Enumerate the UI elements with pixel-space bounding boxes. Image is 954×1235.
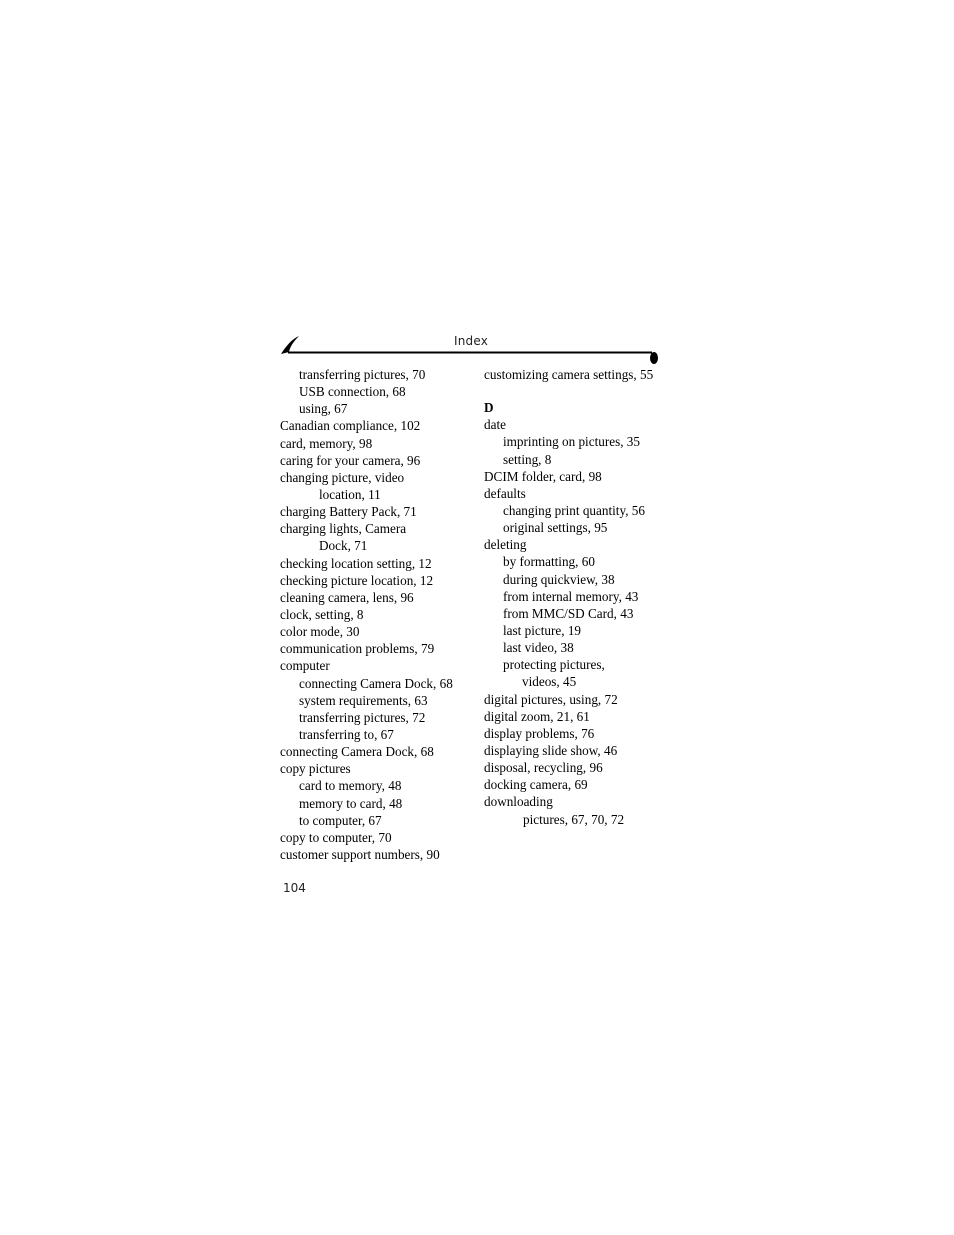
index-entry: from internal memory, 43	[503, 588, 639, 604]
index-entry: digital pictures, using, 72	[484, 691, 618, 707]
index-entry: caring for your camera, 96	[280, 452, 421, 468]
index-entry: changing picture, video	[280, 469, 405, 485]
index-entry: videos, 45	[522, 674, 577, 690]
index-entry: customizing camera settings, 55	[484, 367, 654, 382]
index-entry: checking picture location, 12	[280, 572, 434, 588]
index-entry: charging lights, Camera	[280, 521, 407, 537]
index-entry: imprinting on pictures, 35	[503, 434, 640, 450]
section-gap	[484, 383, 674, 399]
index-entry: USB connection, 68	[299, 384, 406, 400]
index-entry: by formatting, 60	[503, 554, 595, 570]
index-entry: computer	[280, 658, 330, 674]
header-rule-right-dot	[650, 352, 658, 364]
index-entry: customer support numbers, 90	[280, 846, 440, 862]
index-entry: downloading	[484, 794, 553, 810]
index-column-left	[280, 366, 470, 863]
index-entry: changing print quantity, 56	[503, 502, 645, 518]
index-entry: checking location setting, 12	[280, 555, 432, 571]
index-entry: card to memory, 48	[299, 778, 402, 794]
index-entry: clock, setting, 8	[280, 606, 364, 622]
index-entry: deleting	[484, 537, 527, 553]
index-entry: from MMC/SD Card, 43	[503, 605, 634, 621]
index-entry: during quickview, 38	[503, 571, 615, 587]
index-entry: card, memory, 98	[280, 435, 373, 451]
index-entry: DCIM folder, card, 98	[484, 468, 602, 484]
index-entry: defaults	[484, 485, 526, 501]
index-letter-heading: D	[484, 400, 494, 416]
index-entry: displaying slide show, 46	[484, 742, 618, 758]
index-entry: Dock, 71	[319, 538, 368, 554]
index-entry: connecting Camera Dock, 68	[280, 744, 434, 760]
running-header-title: Index	[454, 334, 489, 348]
index-entry: transferring pictures, 70	[299, 367, 426, 382]
index-entry: docking camera, 69	[484, 777, 588, 793]
index-entry: original settings, 95	[503, 520, 608, 536]
index-column-right	[484, 366, 674, 828]
header-rule-left-swoosh	[281, 336, 299, 354]
index-entry: copy pictures	[280, 761, 351, 777]
index-entry: communication problems, 79	[280, 641, 435, 657]
index-entry: display problems, 76	[484, 725, 595, 741]
index-entry: pictures, 67, 70, 72	[523, 811, 625, 827]
index-entry: using, 67	[299, 401, 348, 417]
index-entry: setting, 8	[503, 451, 552, 467]
index-entry: Canadian compliance, 102	[280, 418, 421, 434]
index-entry: to computer, 67	[299, 812, 382, 828]
index-entry: copy to computer, 70	[280, 829, 392, 845]
index-entry: location, 11	[319, 486, 381, 502]
index-entry: memory to card, 48	[299, 795, 403, 811]
index-entry: last picture, 19	[503, 622, 582, 638]
index-entry: charging Battery Pack, 71	[280, 504, 417, 520]
index-entry: system requirements, 63	[299, 692, 428, 708]
index-entry: cleaning camera, lens, 96	[280, 589, 414, 605]
index-entry: disposal, recycling, 96	[484, 760, 603, 776]
page-number: 104	[283, 881, 306, 895]
index-entry: connecting Camera Dock, 68	[299, 675, 453, 691]
index-entry: date	[484, 417, 506, 433]
index-entry: digital zoom, 21, 61	[484, 708, 590, 724]
index-entry: last video, 38	[503, 640, 574, 656]
index-entry: transferring to, 67	[299, 726, 394, 742]
header-rule	[280, 334, 660, 366]
index-entry: color mode, 30	[280, 624, 360, 640]
index-entry: transferring pictures, 72	[299, 709, 426, 725]
index-entry: protecting pictures,	[503, 657, 605, 673]
